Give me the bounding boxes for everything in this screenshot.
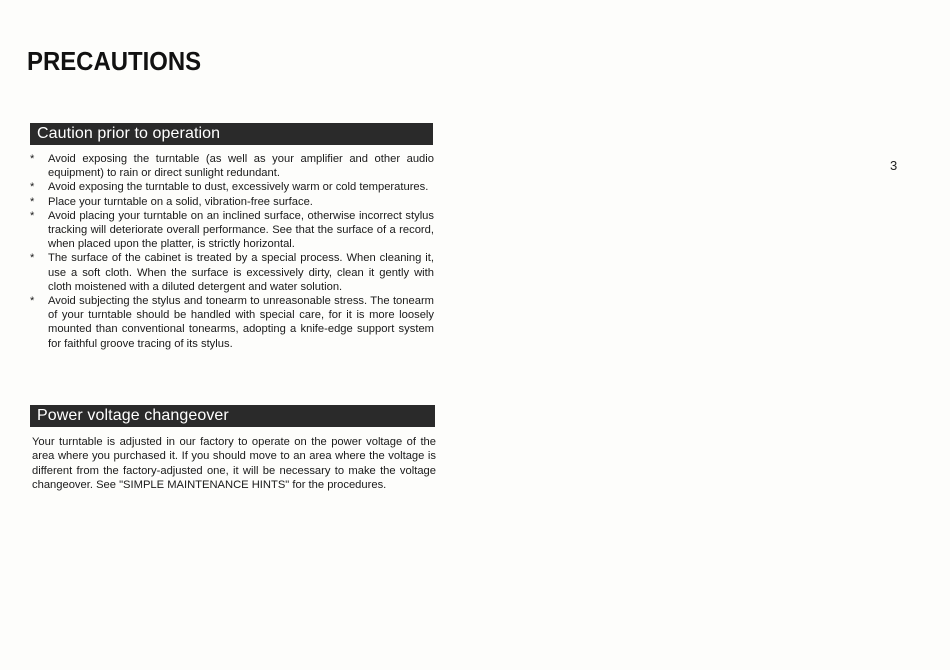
bullet-star: * <box>30 153 35 165</box>
list-item-text: The surface of the cabinet is treated by a special process. When cleaning it, use a soft cloth. When the surface is excessively dirty, clean it gently with cloth moistened with a diluted detergent and water solution. <box>48 252 434 293</box>
page-number: 3 <box>890 158 898 173</box>
power-paragraph: Your turntable is adjusted in our factory to operate on the power voltage of the area where you purchased it. If you should move to an area where the voltage is different from the factory-adjusted one, it will be necessary to make the voltage changeover. See "SIMPLE MAINTENANCE HINTS" for the procedures. <box>32 436 436 492</box>
list-item <box>30 209 434 252</box>
bullet-star: * <box>30 195 35 208</box>
list-item-text: Avoid exposing the turntable to dust, excessively warm or cold temperatures. <box>48 181 429 194</box>
bullet-star: * <box>30 252 35 265</box>
caution-list <box>30 152 434 351</box>
list-item-text: Avoid placing your turntable on an inclined surface, otherwise incorrect stylus tracking will deteriorate overall performance. See that the surface of a record, when placed upon the platter, is strictly horizontal. <box>48 209 434 251</box>
list-item-text: Place your turntable on a solid, vibration-free surface. <box>48 195 313 208</box>
list-item-text: Avoid subjecting the stylus and tonearm to unreasonable stress. The tonearm of your turntable should be handled with special care, for it is more loosely mounted than conventional tonearms, adopting a knife-edge support system for faithful groove tracing of its stylus. <box>48 295 434 350</box>
bullet-star: * <box>30 181 35 194</box>
list-item <box>30 195 434 209</box>
page-title: PRECAUTIONS <box>27 46 202 76</box>
power-section-header: Power voltage changeover <box>30 405 435 427</box>
list-item <box>30 251 434 294</box>
bullet-star: * <box>30 295 35 308</box>
list-item <box>30 180 434 194</box>
list-item <box>30 294 434 351</box>
list-item-text: Avoid exposing the turntable (as well as your amplifier and other audio equipment) to rain or direct sunlight redundant. <box>48 153 434 180</box>
bullet-star: * <box>30 209 35 222</box>
caution-section-header: Caution prior to operation <box>30 123 433 145</box>
list-item <box>30 152 434 180</box>
